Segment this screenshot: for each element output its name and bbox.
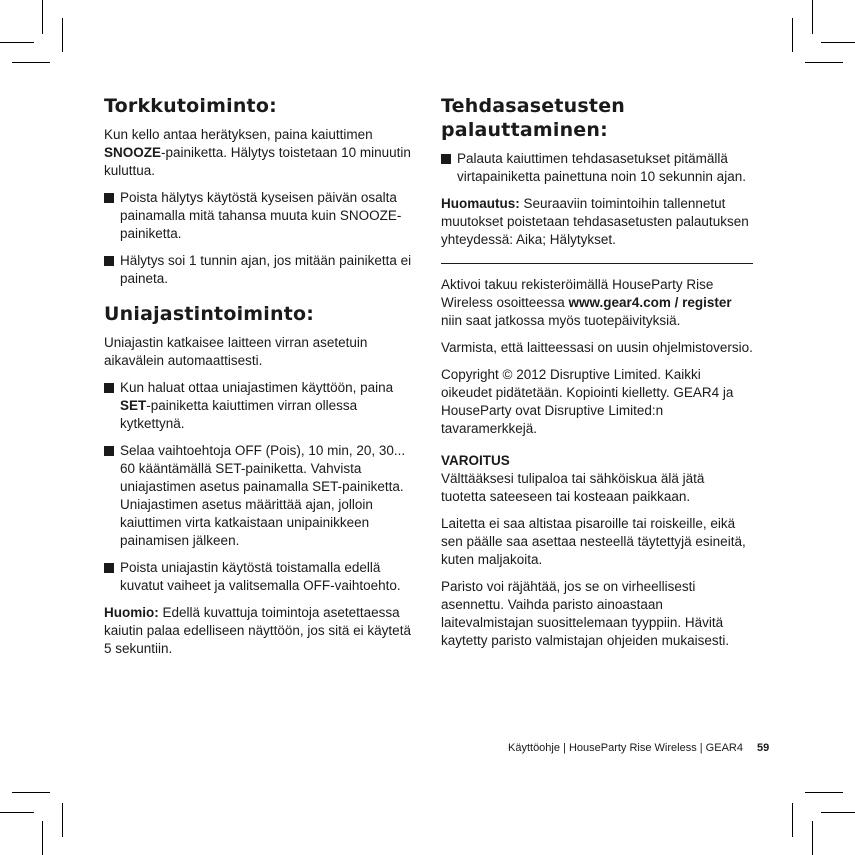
warranty-text-b: niin saat jatkossa myös tuotepäivityksiä. [441, 313, 681, 328]
list-item-text: Poista hälytys käytöstä kyseisen päivän osalta painamalla mitä tahansa muuta kuin SNOOZE-painiketta. [120, 190, 402, 241]
snooze-intro-text: Kun kello antaa herätyksen, paina kaiuttimen [104, 127, 373, 142]
page-number: 59 [756, 742, 770, 754]
bullet-square-icon [104, 446, 114, 456]
left-column [104, 94, 416, 667]
right-column [441, 94, 753, 659]
warning-label [441, 452, 753, 470]
crop-mark [792, 18, 793, 52]
warranty-text [441, 276, 753, 330]
warranty-link[interactable]: www.gear4.com [568, 295, 671, 310]
bullet-square-icon [104, 383, 114, 393]
crop-mark [62, 803, 63, 837]
list-item [104, 189, 416, 243]
warning-paragraph: Laitetta ei saa altistaa pisaroille tai roiskeille, eikä sen päälle saa asettaa nesteellä täytettyjä esineitä, kuten maljakoita. [441, 516, 746, 567]
bullet-square-icon [104, 563, 114, 573]
snooze-intro [104, 126, 416, 180]
crop-mark [0, 812, 34, 813]
warning-paragraph: Paristo voi räjähtää, jos se on virheellisesti asennettu. Vaihda paristo ainoastaan laitevalmistajan suosittelemaan tyyppiin. Hävitä kaytetty paristo valmistajan ohjeiden mukaisesti. [441, 579, 730, 648]
crop-mark [62, 18, 63, 52]
crop-mark [805, 62, 843, 63]
list-item-text-2: -painiketta kaiuttimen virran ollessa kytkettynä. [120, 398, 358, 431]
note-text: Edellä kuvattuja toimintoja asetettaessa kaiutin palaa edelliseen näyttöön, jos sitä ei käytetä 5 sekuntiin. [104, 605, 411, 656]
crop-mark [821, 42, 855, 43]
crop-mark [812, 0, 813, 34]
list-item [441, 150, 753, 186]
list-item-text: Kun haluat ottaa uniajastimen käyttöön, paina [120, 380, 394, 395]
snooze-heading: Torkkutoiminto: [104, 95, 277, 117]
list-item-text: Hälytys soi 1 tunnin ajan, jos mitään painiketta ei paineta. [120, 253, 412, 286]
sleep-timer-note [104, 604, 416, 658]
crop-mark [12, 792, 50, 793]
crop-mark [821, 812, 855, 813]
note-label: Huomio: [104, 605, 159, 620]
crop-mark [42, 0, 43, 34]
list-item [104, 559, 416, 595]
reset-note [441, 195, 753, 249]
crop-mark [805, 792, 843, 793]
firmware-text: Varmista, että laitteessasi on uusin ohjelmistoversio. [441, 340, 753, 355]
warning-paragraph: Välttääksesi tulipaloa tai sähköiskua älä jätä tuotetta sateeseen tai kosteaan paikkaan. [441, 471, 705, 504]
note-label: Huomautus: [441, 196, 520, 211]
list-item [104, 252, 416, 288]
warranty-text-a: Aktivoi takuu rekisteröimällä HouseParty Rise Wireless osoitteessa [441, 277, 714, 310]
list-item-text: Poista uniajastin käytöstä toistamalla edellä kuvatut vaiheet ja valitsemalla OFF-vaihtoehto. [120, 560, 401, 593]
register-link[interactable]: register [682, 295, 732, 310]
list-item [104, 442, 416, 550]
page-footer [508, 742, 769, 754]
bullet-square-icon [104, 193, 114, 203]
crop-mark [42, 821, 43, 855]
copyright-text: Copyright © 2012 Disruptive Limited. Kaikki oikeudet pidätetään. Kopiointi kielletty. GEAR4 ja HouseParty ovat Disruptive Limited:n tavaramerkkejä. [441, 367, 734, 436]
footer-text: Käyttöohje | HouseParty Rise Wireless | GEAR4 [508, 742, 743, 754]
crop-mark [0, 42, 34, 43]
bullet-square-icon [441, 154, 451, 164]
bullet-square-icon [104, 256, 114, 266]
list-item-text: Selaa vaihtoehtoja OFF (Pois), 10 min, 20, 30... 60 kääntämällä SET-painiketta. Vahvista uniajastimen asetus painamalla SET-painiketta. Uniajastimen asetus määrittää ajan, jolloin kaiuttimen virta katkaistaan unipainikkeen painamisen jälkeen. [120, 443, 406, 548]
snooze-intro-text-2: -painiketta. Hälytys toistetaan 10 minuutin kuluttua. [104, 145, 411, 178]
warning-label-text: VAROITUS [441, 453, 510, 468]
sleep-timer-intro: Uniajastin katkaisee laitteen virran asetetuin aikavälein automaattisesti. [104, 335, 368, 368]
list-item-text: Palauta kaiuttimen tehdasasetukset pitämällä virtapainiketta painettuna noin 10 sekunnin ajan. [457, 151, 746, 184]
divider [441, 263, 753, 264]
note-text: Seuraaviin toimintoihin tallennetut muutokset poistetaan tehdasasetusten palautuksen yhteydessä: Aika; Hälytykset. [441, 196, 749, 247]
crop-mark [792, 803, 793, 837]
factory-reset-heading: Tehdasasetusten palauttaminen: [441, 95, 626, 141]
sleep-timer-heading: Uniajastintoiminto: [104, 303, 315, 325]
crop-mark [12, 62, 50, 63]
snooze-keyword: SNOOZE [104, 145, 162, 160]
link-separator: / [670, 295, 683, 310]
list-item [104, 379, 416, 433]
set-keyword: SET [120, 398, 147, 413]
crop-mark [812, 821, 813, 855]
